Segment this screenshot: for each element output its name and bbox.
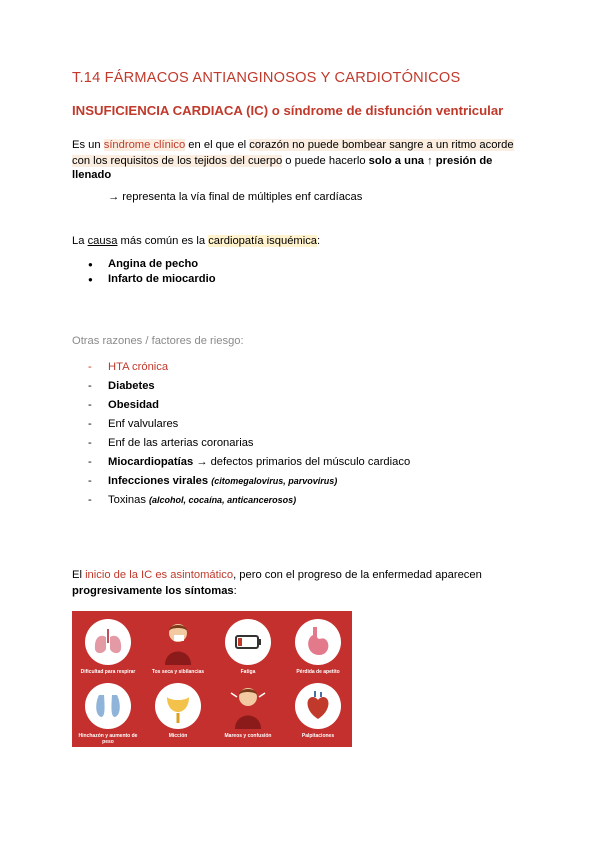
symptom-cell [216,619,280,683]
text: más común es la [117,235,209,247]
text: : [233,585,237,597]
dash: - [88,418,92,430]
lungs-icon [85,619,131,665]
highlight-text: con los requisitos de los tejidos del cuerpo [72,155,283,167]
dash: - [88,380,92,392]
low-battery-icon [225,619,271,665]
dash: - [88,399,92,411]
list-item: ● Infarto de miocardio [88,272,216,287]
cause-line [72,233,320,249]
text: La [72,235,88,247]
underlined-text: causa [87,235,118,247]
risk-heading: Otras razones / factores de riesgo: [72,335,244,347]
caption: Fatiga [240,669,256,675]
list-item [88,473,410,492]
symptom-cell [76,619,140,683]
text: : [317,235,321,247]
list-item [88,416,410,435]
symptom-cell [146,619,210,683]
bold-text: progresivamente los síntomas [72,585,234,597]
risk-list [88,359,410,511]
symptoms-infographic [72,611,352,747]
item-text: Diabetes [108,380,155,392]
list-item: ● Angina de pecho [88,257,216,272]
item-text: Enf valvulares [108,418,179,430]
text: Es un [72,139,104,151]
bold-text: solo a una ↑ presión de [368,155,493,167]
swollen-feet-icon [85,683,131,729]
intro-line-1 [72,137,514,153]
coughing-person-icon [155,619,201,670]
highlight-text: cardiopatía isquémica [208,235,318,247]
page-title: T.14 FÁRMACOS ANTIANGINOSOS Y CARDIOTÓNICOS [72,70,461,86]
list-item [88,492,410,511]
text: o puede hacerlo [282,155,369,167]
item-text: Obesidad [108,399,159,411]
text: en el que el [185,139,250,151]
symptom-cell [286,683,350,747]
list-item [88,378,410,397]
list-item [88,435,410,454]
item-text: Infecciones virales [108,475,209,487]
caption: Mareos y confusión [224,733,272,739]
symptom-cell [146,683,210,747]
symptom-cell [286,619,350,683]
dash: - [88,494,92,506]
heart-icon [295,683,341,729]
text: El [72,569,86,581]
cause-list [88,257,216,287]
caption: Tos seca y sibilancias [151,669,205,675]
dash: - [88,437,92,449]
onset-line-2 [72,583,237,599]
item-text: Miocardiopatías [108,456,194,468]
highlight-text: corazón no puede bombear sangre a un ritmo acorde [249,139,514,151]
item-detail: → defectos primarios del músculo cardiaco [193,456,411,468]
caption: Palpitaciones [301,733,335,739]
intro-line-2 [72,153,492,169]
stomach-icon [295,619,341,665]
section-heading: INSUFICIENCIA CARDIACA (IC) o síndrome de disfunción ventricular [72,103,504,118]
dash: - [88,456,92,468]
dizzy-person-icon [225,683,271,734]
bladder-icon [155,683,201,729]
arrow-note: → representa la vía final de múltiples enf cardíacas [108,191,363,203]
symptom-cell [76,683,140,747]
highlight-text: síndrome clínico [103,139,186,151]
list-item [88,359,410,378]
caption: Hinchazón y aumento de peso [78,733,138,745]
list-item [88,454,410,473]
symptom-cell [216,683,280,747]
red-text: inicio de la IC es asintomático [85,569,234,581]
dash: - [88,361,92,373]
list-item [88,397,410,416]
item-text: Enf de las arterias coronarias [108,437,254,449]
intro-line-3: llenado [72,169,112,181]
item-note: (alcohol, cocaína, anticancerosos) [149,495,297,505]
item-note: (citomegalovirus, parvovirus) [211,476,338,486]
text: , pero con el progreso de la enfermedad aparecen [233,569,482,581]
caption: Pérdida de apetito [296,669,340,675]
caption: Dificultad para respirar [80,669,136,675]
item-text: Toxinas [108,494,146,506]
item-text: HTA crónica [108,361,169,373]
onset-line-1 [72,567,482,583]
dash: - [88,475,92,487]
caption: Micción [168,733,188,739]
